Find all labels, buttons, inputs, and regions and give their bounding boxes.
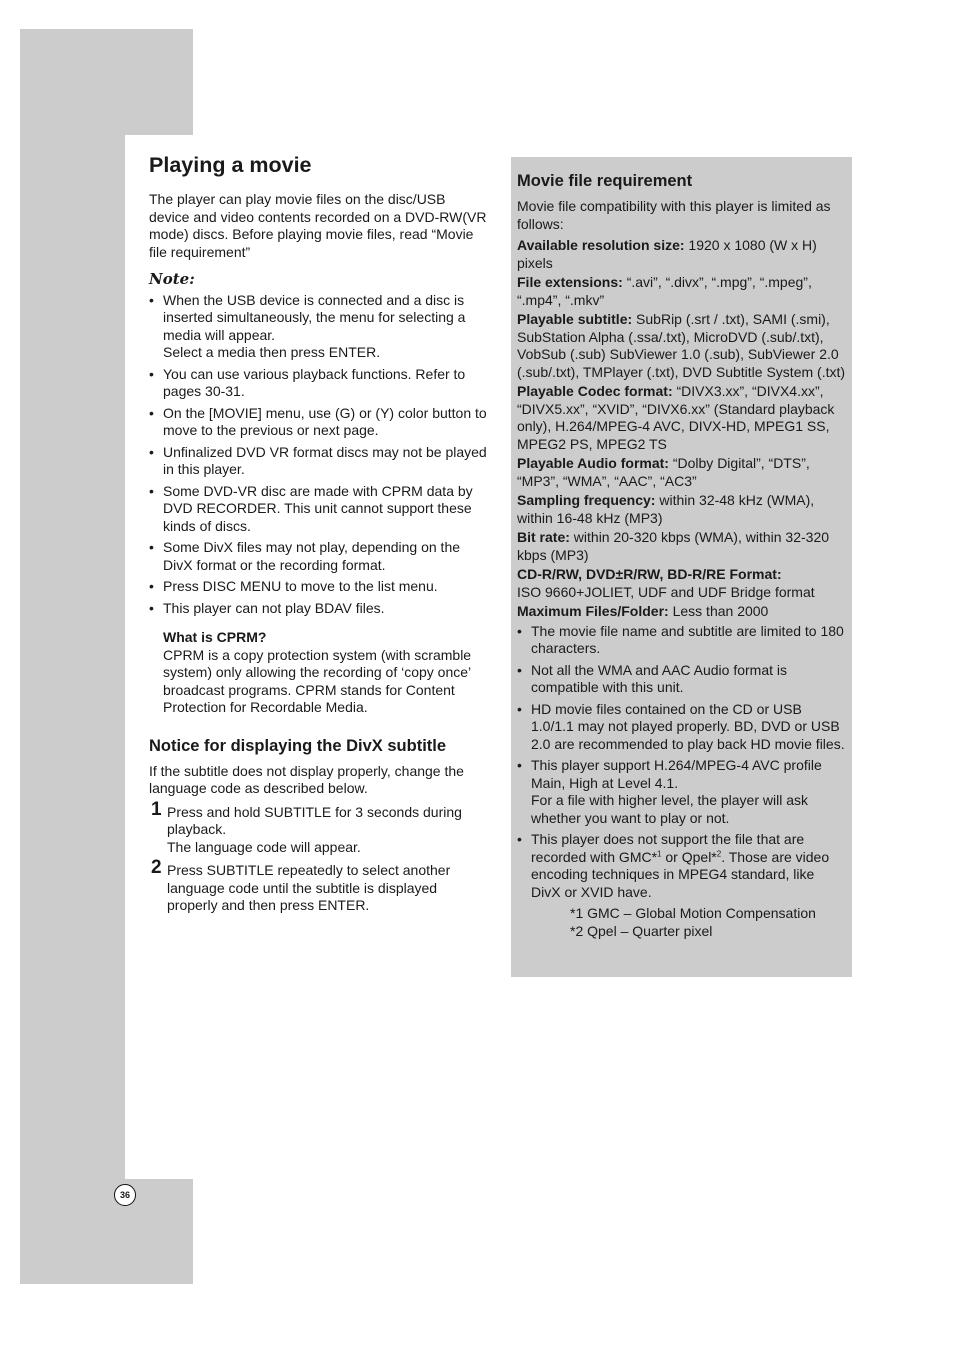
- spec-label: Bit rate:: [517, 529, 570, 545]
- cprm-section: [163, 629, 489, 717]
- left-column: [149, 152, 489, 915]
- requirement-bullet: [517, 623, 847, 658]
- note-text: When the USB device is connected and a disc is inserted simultaneously, the menu for selecting a media will appear.: [163, 291, 466, 343]
- note-text: Unfinalized DVD VR format discs may not be played in this player.: [163, 443, 487, 477]
- movie-requirement-box: [511, 157, 852, 977]
- note-item: [149, 292, 489, 362]
- cprm-text: CPRM is a copy protection system (with scramble system) only allowing the recording of ‘copy once’ broadcast programs. CPRM stands for Content Protection for Recordable Media.: [163, 646, 472, 715]
- spec-item: [517, 383, 847, 453]
- spec-value: ISO 9660+JOLIET, UDF and UDF Bridge format: [517, 583, 815, 600]
- spec-label: Maximum Files/Folder:: [517, 603, 669, 619]
- note-item: [149, 578, 489, 596]
- requirement-bullet: [517, 701, 847, 754]
- note-item: [149, 405, 489, 440]
- note-item: [149, 444, 489, 479]
- step-number: 2: [151, 857, 162, 878]
- step-text: Press and hold SUBTITLE for 3 seconds during playback.: [167, 803, 462, 837]
- note-text: Some DivX files may not play, depending on the DivX format or the recording format.: [163, 539, 461, 573]
- spec-item: [517, 237, 847, 272]
- bullet-extra: For a file with higher level, the player will ask whether you want to play or not.: [531, 792, 809, 826]
- note-item: [149, 539, 489, 574]
- requirement-bullets: [517, 623, 847, 902]
- step-number: 1: [151, 798, 162, 820]
- step-item: [149, 857, 489, 915]
- bullet-text: This player support H.264/MPEG-4 AVC profile Main, High at Level 4.1.: [531, 757, 822, 791]
- spec-item: [517, 566, 847, 601]
- movie-requirement-content: [517, 171, 847, 940]
- steps-list: [149, 798, 489, 915]
- bullet-text: HD movie files contained on the CD or USB 1.0/1.1 may not played properly. BD, DVD or USB 2.0 are recommended to play back HD movie files.: [531, 700, 845, 752]
- subtitle-intro: If the subtitle does not display properly, change the language code as described below.: [149, 762, 464, 796]
- spec-value: “DIVX3.xx”, “DIVX4.xx”, “DIVX5.xx”, “XVID”, “DIVX6.xx” (Standard playback only), H.264/MPEG-4 AVC, DIVX-HD, MPEG1 SS, MPEG2 PS, MPEG2 TS: [517, 383, 835, 452]
- spec-label: Playable Audio format:: [517, 455, 669, 471]
- spec-value: “Dolby Digital”, “DTS”, “MP3”, “WMA”, “AAC”, “AC3”: [517, 455, 810, 489]
- requirement-bullet: [517, 757, 847, 827]
- note-text: Press DISC MENU to move to the list menu.: [163, 578, 438, 594]
- spec-value: within 32-48 kHz (WMA), within 16-48 kHz (MP3): [517, 492, 815, 526]
- grey-margin-side: [20, 135, 125, 1284]
- spec-label: CD-R/RW, DVD±R/RW, BD-R/RE Format:: [517, 566, 782, 582]
- spec-item: [517, 603, 847, 621]
- grey-margin-top: [20, 29, 193, 135]
- step-text: Press SUBTITLE repeatedly to select another language code until the subtitle is displayed properly and then press ENTER.: [167, 862, 451, 913]
- page-number: 36: [114, 1184, 136, 1206]
- note-item: [149, 366, 489, 401]
- spec-value: Less than 2000: [668, 603, 769, 619]
- spec-label: Sampling frequency:: [517, 492, 656, 508]
- note-text: On the [MOVIE] menu, use (G) or (Y) color button to move to the previous or next page.: [163, 404, 487, 438]
- spec-value: SubRip (.srt / .txt), SAMI (.smi), SubStation Alpha (.ssa/.txt), MicroDVD (.sub/.txt), VobSub (.sub) SubViewer 1.0 (.sub), SubViewer 2.0 (.sub/.txt), TMPlayer (.txt), DVD Subtitle System (.txt): [517, 311, 846, 380]
- bullet-text: The movie file name and subtitle are limited to 180 characters.: [531, 622, 844, 656]
- note-text: This player can not play BDAV files.: [163, 599, 385, 616]
- note-heading: Note:: [149, 270, 195, 288]
- note-item: [149, 483, 489, 536]
- footnote-gmc: *1 GMC – Global Motion Compensation: [570, 905, 816, 921]
- step-extra: The language code will appear.: [167, 838, 361, 855]
- spec-value: within 20-320 kbps (WMA), within 32-320 kbps (MP3): [517, 529, 830, 563]
- note-item: [149, 600, 489, 618]
- spec-label: Playable subtitle:: [517, 311, 633, 327]
- spec-label: Playable Codec format:: [517, 383, 673, 399]
- spec-item: [517, 529, 847, 564]
- bullet-text: Not all the WMA and AAC Audio format is compatible with this unit.: [531, 661, 788, 695]
- footnote-qpel: *2 Qpel – Quarter pixel: [570, 922, 713, 939]
- requirement-heading: Movie file requirement: [517, 172, 693, 190]
- step-item: [149, 798, 489, 857]
- spec-list: [517, 237, 847, 621]
- spec-value: “.avi”, “.divx”, “.mpg”, “.mpeg”, “.mp4”, “.mkv”: [517, 274, 812, 308]
- gmc-bullet: • This player does not support the file that are recorded with GMC*$^1$ or Qpel*$^2$. Those are video encoding techniques in MPEG4 standard, like DivX or XVID have.: [517, 831, 847, 901]
- notes-list: [149, 292, 489, 618]
- spec-item: [517, 311, 847, 381]
- intro-paragraph: The player can play movie files on the disc/USB device and video contents recorded on a DVD-RW(VR mode) discs. Before playing movie files, read “Movie file requirement”: [149, 191, 487, 260]
- cprm-title: What is CPRM?: [163, 629, 267, 645]
- spec-item: [517, 274, 847, 309]
- spec-value: 1920 x 1080 (W x H) pixels: [517, 237, 817, 271]
- page-title: Playing a movie: [149, 153, 312, 177]
- requirement-bullet: [517, 662, 847, 697]
- requirement-intro: Movie file compatibility with this player is limited as follows:: [517, 198, 831, 232]
- note-text: Some DVD-VR disc are made with CPRM data by DVD RECORDER. This unit cannot support these kinds of discs.: [163, 482, 473, 534]
- spec-label: Available resolution size:: [517, 237, 685, 253]
- spec-item: [517, 492, 847, 527]
- spec-label: File extensions:: [517, 274, 623, 290]
- spec-item: [517, 455, 847, 490]
- subtitle-heading: Notice for displaying the DivX subtitle: [149, 736, 447, 755]
- note-extra: Select a media then press ENTER.: [163, 344, 381, 360]
- note-text: You can use various playback functions. Refer to pages 30-31.: [163, 365, 466, 399]
